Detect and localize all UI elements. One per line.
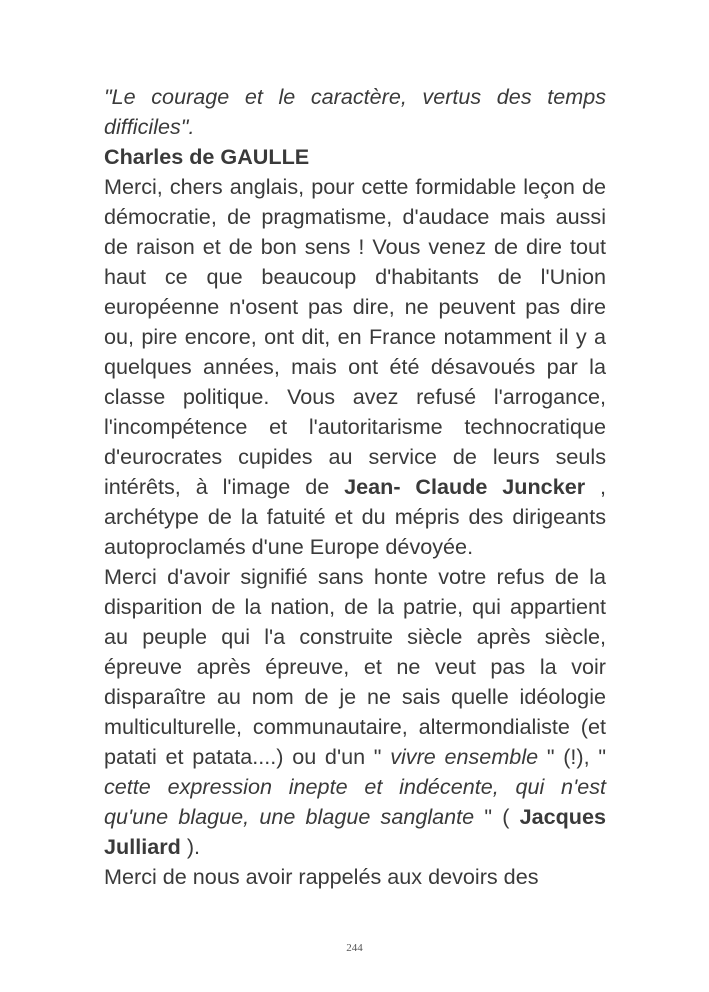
body-text: [104, 82, 606, 892]
paragraph-2-italic-a: vivre ensemble: [390, 744, 539, 769]
page-number: 244: [346, 942, 363, 954]
paragraph-1-person-name: Jean- Claude Juncker: [344, 474, 586, 499]
paragraph-2-text-b: " (!), ": [546, 744, 606, 769]
paragraph-2-text-a: Merci d'avoir signifié sans honte votre refus de la disparition de la nation, de la patrie, qui appartient au peuple qui l'a construite siècle après siècle, épreuve après épreuve, et ne veut pas la voir disparaître au nom de je ne sais quelle idéologie multiculturelle, communautaire, altermondialiste (et patati et patata....) ou d'un ": [104, 564, 606, 769]
paragraph-2: [104, 562, 606, 862]
paragraph-2-text-d: ).: [186, 834, 201, 859]
paragraph-2-italic-b: cette expression inepte et indécente, qui n'est qu'une blague, une blague sanglante: [104, 774, 606, 829]
paragraph-2-person-name: Jacques Julliard: [104, 804, 607, 859]
paragraph-3: Merci de nous avoir rappelés aux devoirs des: [104, 864, 539, 889]
paragraph-2-text-c: " (: [484, 804, 510, 829]
paragraph-1-text-a: Merci, chers anglais, pour cette formidable leçon de démocratie, de pragmatisme, d'audace mais aussi de raison et de bon sens ! Vous venez de dire tout haut ce que beaucoup d'habitants de l'Union européenne n'osent pas dire, ne peuvent pas dire ou, pire encore, ont dit, en France notamment il y a quelques années, mais ont été désavoués par la classe politique. Vous avez refusé l'arrogance, l'incompétence et l'autoritarisme technocratique d'eurocrates cupides au service de leurs seuls intérêts, à l'image de: [104, 174, 606, 499]
epigraph-quote: "Le courage et le caractère, vertus des temps difficiles".: [104, 84, 606, 139]
paragraph-1-text-b: , archétype de la fatuité et du mépris des dirigeants autoproclamés d'une Europe dévoyée.: [104, 474, 607, 559]
epigraph-author: Charles de GAULLE: [104, 144, 310, 169]
paragraph-1: [104, 172, 606, 562]
